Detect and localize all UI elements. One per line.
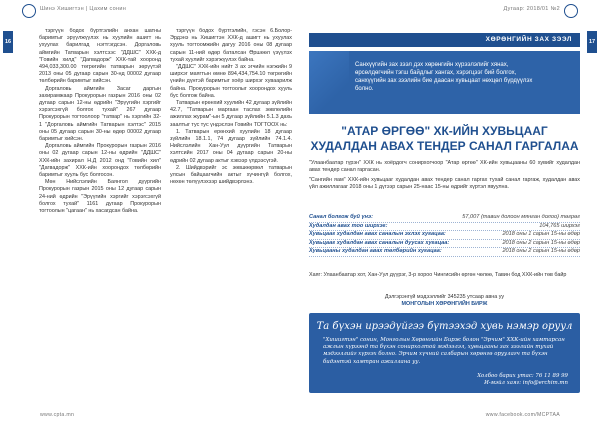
paragraph: Доргаловь аймгийн Засаг даргын захирамжаар Прокурорын газрын 2016 оны 02 дугаар сарын 12-ны өдрийн "Эрүүгийн хэргийг хэрэгсэхгүй болгох тухай" 267 дугаар Прокурорын тогтоолоор "татвар" нь хэргийн 32-1 "Доргаловь аймгийн Татварын хэлтэс" 2015 оны 05 дугаар сарын 30-ны өдөр 00002 дугаар баримтыг хийсэн. bbox=[39, 85, 161, 143]
header-left-title: Шинэ Хишигтэн | Цахим сонин bbox=[40, 6, 127, 12]
section-title: ХӨРӨНГИЙН ЗАХ ЗЭЭЛ bbox=[485, 36, 572, 43]
tender-info bbox=[309, 214, 580, 257]
paragraph: Доргаловь аймгийн Прокурорын газрын 2016 оны 02 дугаар сарын 12-ны өдрийн "ДДШС" ХХК-ийн захирал Н.Д 2012 онд "Говийн хил" "Дагвадорж" ХХК-ийн хоорондох төлбөрийн баримтыг хууль бус болгосон. bbox=[39, 143, 161, 179]
info-row bbox=[309, 248, 580, 257]
page-number-left: 16 bbox=[3, 31, 13, 53]
info-value: 2018 оны 2 сарын 15-ны өдөр bbox=[502, 239, 580, 246]
publication-logo-icon bbox=[564, 4, 578, 18]
paragraph: "Улаанбаатар гүрэн" ХХК нь хоёрдогч сонирхогчоор "Атар өргөө" ХК-ийн хувьцааны 60 хувийг худалдан авах тендер санал гаргасан. bbox=[309, 160, 580, 173]
info-key: Хувьцааг худалдан авах саналын дуусах хугацаа: bbox=[309, 239, 450, 246]
section-bar bbox=[309, 33, 580, 47]
article-headline: "АТАР ӨРГӨӨ" ХК-ИЙН ХУВЬЦААГ ХУДАЛДАН АВАХ ТЕНДЕР САНАЛ ГАРГАЛАА bbox=[310, 124, 579, 153]
header-right bbox=[300, 0, 600, 20]
contact-org: МОНГОЛЫН ХӨРӨНГИЙН БИРЖ bbox=[401, 301, 488, 307]
footer-right-link[interactable]: www.facebook.com/MCPTAA bbox=[485, 412, 560, 418]
header-right-issue: Дугаар: 2018/01 №2 bbox=[503, 6, 560, 12]
info-key: Хувьцааг худалдан авах саналын эхлэх хугацаа: bbox=[309, 231, 446, 238]
intro-box bbox=[309, 51, 580, 114]
info-row bbox=[309, 223, 580, 232]
intro-decoration bbox=[309, 51, 349, 114]
footer-left-link[interactable]: www.cpta.mn bbox=[40, 412, 75, 418]
promo-contact bbox=[477, 373, 568, 387]
paragraph: тэргүүн бодох бүртгэлийн, гэсэн 6.Болор-Эрдэнэ нь Хишигтэн ХХК-д ашигт нь ухуулах хууль тогтоомжийн дагуу 2016 оны 08 дугаар сарын 11-ний өдөр баталсан Өршөөл үзүүлэх тухай хуулийг хэрэгжүүлэх байна. bbox=[170, 28, 292, 63]
article-column-b bbox=[170, 28, 292, 398]
promo-body: "Хишигтэн" сонин, Монголын Хөрөнгийн Бирж болон "Эрчим" ХХК-ийн хамтарсан ажлын хүрээнд та бүхэн сонирхолтой мэдээлэл, хувьцааны зах зээлийн тухай мэдээллийг хүргэх болно. Эрчим хүчний салбарын хөрөнгө оруулагч та бүхэн бидэнтэй хамтран ажиллана уу. bbox=[323, 337, 565, 365]
page-number-right: 17 bbox=[587, 31, 597, 53]
paragraph: Татварын ерөнхий хуулийн 42 дугаар зүйлийн 42.7, "Татварын маргаан таслах зөвлөлийн ажиллах журам"-ын 5 дугаар зүйлийн 5.1.3 дахь заалтыг тус тус үндэслэн Говийн ТОГТООХ нь: bbox=[170, 100, 292, 128]
paragraph: Мөн Нийслэлийн Баянгол дүүргийн Прокурорын газрын 2015 оны 12 дугаар сарын 24-ний өдрийн "Эрүүгийн хэргийг хэрэгсэхгүй болгох тухай" 1161 дугаар Прокурорын тогтоолын "цагаан" нь хасагдсан байна. bbox=[39, 179, 161, 215]
contact-block bbox=[309, 294, 580, 308]
address: Хаяг: Улаанбаатар хот, Хан-Уул дүүрэг, 3-р хороо Чингисийн өргөн чөлөө, Тавин бод ХХК-ийн төв байр bbox=[309, 272, 567, 278]
info-row bbox=[309, 214, 580, 223]
info-row bbox=[309, 231, 580, 240]
paragraph: 1. Татварын ерөнхий хуулийн 18 дугаар зүйлийн 18.1.1, 74 дугаар зүйлийн 74.1.4. Нийслэлийн Хан-Уул дүүргийн Татварын хэлтсийн 2017 оны 04 дугаар сарын 20-ны өдрийн 02 дугаар актыг хэвээр үлдээсүгэй. bbox=[170, 128, 292, 164]
promo-box bbox=[309, 313, 580, 393]
contact-line: Дэлгэрэнгүй мэдээллийг 345235 утсаар авна уу bbox=[384, 294, 505, 300]
promo-phone: Холбоо барих утас: 76 11 89 99 bbox=[477, 373, 568, 379]
paragraph: тэргүүн бодох бүртгэлийн анхан шатны баримтыг эрүүлжүүлэх нь хуулийн ашигт нь ухуулах барилгад нэгтгэгдсэн. Доргаловь аймгийн Татварын хэлтсээс "ДДШС" ХХК-д "Говийн хилд" "Дагвадорж" ХХК-тай хооронд 494,033,300.00 төгрөгийн татварын зөрүүтэй 2013 оны 05 дугаар сарын 30-нд 00002 дугаар төлбөрийн баримтыг хийсэн. bbox=[39, 28, 161, 85]
intro-text: Санхүүгийн зах зээл дэх хөрөнгийн хүрээлэлийг хянах, өрсөлдөгчийн тэгш байдлыг хангах, хэрэгцээг бий болгох, санхүүгийн зах зээлийн бие даасан хувьцаат нөхцөл бүрдүүлэх болно. bbox=[355, 62, 533, 93]
promo-email: И-мэйл хаяг: info@erchim.mn bbox=[484, 380, 568, 386]
article-column-a bbox=[39, 28, 161, 398]
info-value: 2018 оны 1 сарын 15-ны өдөр bbox=[502, 231, 580, 238]
paragraph: 2. Шийдвэрийг эс зөвшөөрвөл татварын улсын байцаагчийн актыг хүчингүй болгох, нөхөн төлүүлэхээр шийдвэрлэнэ. bbox=[170, 164, 292, 186]
info-value: 104,765 ширхэг bbox=[539, 222, 580, 229]
article-lead bbox=[309, 160, 580, 194]
info-key: Хувьцааны худалдан авах төлбөрийн хугацаа: bbox=[309, 248, 442, 255]
info-key: Худалдан авах тоо ширхэг: bbox=[309, 222, 388, 229]
header-left bbox=[0, 0, 300, 20]
info-value: 2018 оны 2 сарын 15-ны өдөр bbox=[502, 248, 580, 255]
publication-logo-icon bbox=[22, 4, 36, 18]
paragraph: "ДДШС" ХХК-ийн нийт 3 ах эгчийн нэгжийн 9 ширхэг маягтын өмнө 894,434,754.10 төгрөгийн үнийн дүнтэй баримтыг хоёр ширхэг хуваарилж байна. Прокурорын тогтоолыг хоорондох хууль бус болгож байна. bbox=[170, 64, 292, 99]
promo-title: Та бүхэн ирээдүйгээ бүтээхэд хувь нэмэр оруул bbox=[316, 321, 573, 332]
paragraph: "Сангийн яам" ХХК-ийн хувьцааг худалдан авах тендер санал гаргах тухай санал гаргаж, худалдан авах үйл ажиллагааг 2018 оны 1 дүгээр сарын 25-наас 15-ны өдрийг хүртэл явуулна. bbox=[309, 177, 580, 190]
info-value: 57,007 (тавин долоон мянган долоо) төгрөг bbox=[462, 214, 580, 220]
info-key: Санал болгож буй үнэ: bbox=[309, 214, 373, 220]
